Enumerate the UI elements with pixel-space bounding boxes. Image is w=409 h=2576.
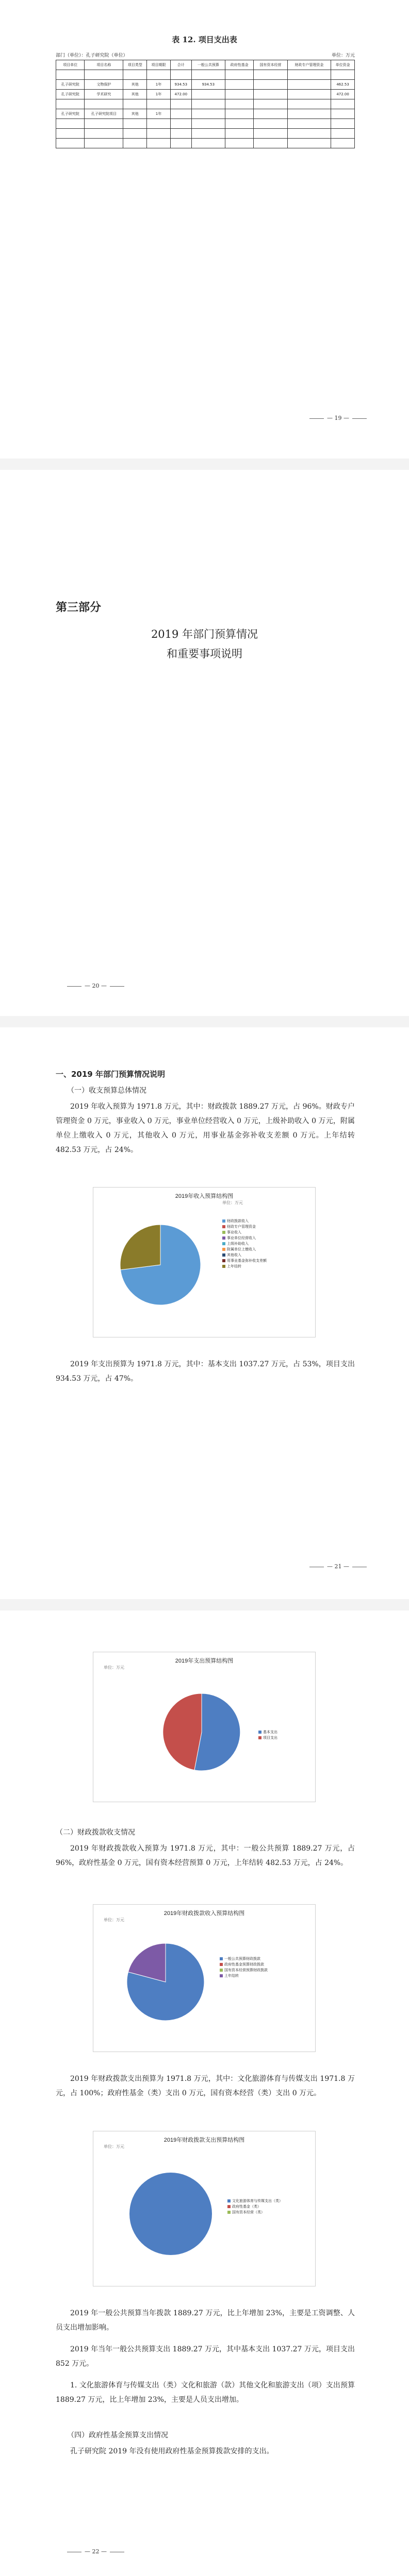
table-cell — [254, 90, 287, 99]
table-cell — [56, 99, 85, 109]
paragraph: 2019 年收入预算为 1971.8 万元，其中：财政拨款 1889.27 万元，占 96%。财政专户管理资金 0 万元，事业收入 0 万元，事业单位经营收入 0 万元，上级补助收入 0 万元，附属单位上缴收入 0 万元，其他收入 0 万元，用事业基金弥补收支差额 0 万元。上年结转 482.53 万元，占 24%。 — [56, 1103, 355, 1154]
table-cell — [123, 129, 147, 139]
legend-item — [258, 1735, 277, 1741]
legend-swatch — [222, 1231, 225, 1234]
legend-label: 财政拨款收入 — [227, 1219, 249, 1223]
table-cell: 其他 — [123, 80, 147, 90]
table-cell: 孔子研究院 — [56, 90, 85, 99]
table-cell — [225, 80, 253, 90]
table-cell — [287, 80, 331, 90]
project-expense-table — [56, 60, 355, 148]
page-table — [0, 0, 409, 459]
paragraph: 2019 年财政拨款支出预算为 1971.8 万元，其中：文化旅游体育与传媒支出 1971.8 万元，占 100%；政府性基金（类）支出 0 万元，国有资本经营（类）支出 0 万元。 — [56, 2075, 355, 2097]
table-cell — [170, 70, 191, 80]
table-row — [56, 109, 355, 119]
legend-label: 财政专户管理资金 — [227, 1225, 256, 1229]
table-cell: 孔子研究院 — [56, 109, 85, 119]
fiscal-expense-pie-chart — [93, 2131, 316, 2286]
legend-item — [227, 2198, 283, 2204]
table-cell — [56, 129, 85, 139]
chart-unit: 单位：万元 — [222, 1200, 243, 1205]
table-cell: 1年 — [147, 109, 171, 119]
table-header-cell: 一般公共预算 — [191, 60, 225, 70]
legend-item — [222, 1241, 267, 1247]
table-cell: 其他 — [123, 109, 147, 119]
table-unit-left: 部门（单位）：孔子研究院（单位） — [56, 53, 128, 58]
legend-swatch — [222, 1259, 225, 1262]
table-header-cell: 项目期限 — [147, 60, 171, 70]
table-cell — [191, 99, 225, 109]
table-cell — [331, 119, 355, 129]
legend-label: 政府性基金（类） — [232, 2205, 261, 2209]
chart-unit: 单位：万元 — [104, 1918, 124, 1922]
legend-label: 事业单位经营收入 — [227, 1236, 256, 1240]
paragraph: 2019 年一般公共预算当年拨款 1889.27 万元，比上年增加 23%，主要是工资调整、人员支出增加影响。 — [56, 2309, 355, 2332]
legend-swatch — [220, 1974, 223, 1977]
legend-swatch — [220, 1957, 223, 1960]
table-cell — [254, 119, 287, 129]
table-cell — [170, 119, 191, 129]
paragraph: 2019 年财政拨款收入预算为 1971.8 万元，其中：一般公共预算 1889.27 万元，占 96%，政府性基金 0 万元，国有资本经营预算 0 万元，上年结转 482.53 万元，占 24%。 — [56, 1844, 355, 1867]
table-cell — [191, 129, 225, 139]
table-header-cell: 国有资本经营 — [254, 60, 287, 70]
table-cell — [170, 109, 191, 119]
table-cell — [191, 109, 225, 119]
table-cell — [191, 70, 225, 80]
part-label: 第三部分 — [56, 601, 102, 614]
legend-item — [258, 1730, 277, 1735]
table-cell — [123, 139, 147, 148]
table-cell — [56, 119, 85, 129]
table-cell — [254, 109, 287, 119]
table-cell — [56, 70, 85, 80]
table-header-cell: 单位资金 — [331, 60, 355, 70]
table-cell — [123, 70, 147, 80]
table-cell: 934.53 — [191, 80, 225, 90]
page-gap — [0, 1016, 409, 1027]
table-cell — [225, 70, 253, 80]
legend-label: 项目支出 — [263, 1736, 277, 1740]
table-cell: 472.00 — [170, 90, 191, 99]
legend-label: 上年结转 — [227, 1265, 241, 1268]
legend-item — [222, 1252, 267, 1258]
chart-title: 2019年支出预算结构图 — [175, 1658, 234, 1664]
chart-legend — [222, 1218, 267, 1269]
legend-item — [222, 1264, 267, 1269]
page-number: — 21 — — [309, 1563, 367, 1570]
legend-item — [222, 1218, 267, 1224]
fiscal-income-pie-chart — [93, 1904, 316, 2052]
table-cell — [85, 139, 123, 148]
expense-pie-chart — [93, 1652, 316, 1802]
table-header-cell: 项目类型 — [123, 60, 147, 70]
table-cell — [254, 70, 287, 80]
table-cell — [254, 99, 287, 109]
table-cell — [85, 99, 123, 109]
table-cell: 472.00 — [331, 90, 355, 99]
table-title: 表 12. 项目支出表 — [172, 35, 237, 44]
paragraph: 1. 文化旅游体育与传媒支出（类）文化和旅游（款）其他文化和旅游支出（项）支出预算 1889.27 万元，比上年增加 23%，主要是人员支出增加。 — [56, 2381, 355, 2404]
table-cell — [225, 139, 253, 148]
legend-swatch — [258, 1736, 261, 1739]
table-cell: 学术研究 — [85, 90, 123, 99]
legend-label: 上年结转 — [224, 1974, 239, 1978]
page-budget-overview — [0, 1027, 409, 1599]
pie-svg — [93, 1905, 315, 2052]
legend-swatch — [227, 2205, 231, 2208]
table-cell — [147, 139, 171, 148]
legend-label: 国有资本经营（类） — [232, 2211, 265, 2214]
table-header-cell: 政府性基金 — [225, 60, 253, 70]
table-cell — [254, 129, 287, 139]
table-cell — [147, 99, 171, 109]
legend-swatch — [222, 1265, 225, 1268]
table-cell — [287, 90, 331, 99]
table-meta — [56, 52, 355, 58]
legend-swatch — [220, 1963, 223, 1966]
table-cell — [147, 119, 171, 129]
table-header-cell: 项目单位 — [56, 60, 85, 70]
legend-label: 文化旅游体育与传媒支出（类） — [232, 2199, 283, 2203]
page-number: — 19 — — [309, 415, 367, 421]
table-cell — [85, 119, 123, 129]
table-cell: 孔子研究院项目 — [85, 109, 123, 119]
table-cell — [170, 139, 191, 148]
subsection-heading: （四）政府性基金预算支出情况 — [67, 2431, 168, 2439]
table-cell: 934.53 — [170, 80, 191, 90]
chart-legend — [258, 1730, 277, 1741]
legend-label: 基本支出 — [263, 1731, 277, 1734]
legend-label: 上级补助收入 — [227, 1242, 249, 1246]
table-cell — [287, 139, 331, 148]
chart-unit: 单位：万元 — [104, 2144, 124, 2149]
table-cell — [225, 109, 253, 119]
legend-swatch — [220, 1969, 223, 1972]
legend-swatch — [227, 2199, 231, 2202]
table-cell — [191, 90, 225, 99]
page-gap — [0, 459, 409, 470]
legend-item — [222, 1224, 267, 1230]
table-unit-right: 单位：万元 — [331, 53, 355, 58]
table-cell — [331, 70, 355, 80]
subsection-heading: （一）收支预算总体情况 — [67, 1087, 146, 1095]
pie-svg — [93, 1652, 315, 1802]
table-header-cell: 财政专户管理资金 — [287, 60, 331, 70]
table-cell — [85, 129, 123, 139]
table-cell — [225, 129, 253, 139]
table-cell — [123, 99, 147, 109]
pie-svg — [93, 1188, 315, 1337]
legend-item — [220, 1968, 268, 1973]
legend-swatch — [222, 1253, 225, 1257]
table-cell — [287, 129, 331, 139]
table-cell — [225, 90, 253, 99]
table-cell — [254, 139, 287, 148]
legend-label: 其他收入 — [227, 1253, 241, 1257]
paragraph: 2019 年支出预算为 1971.8 万元，其中：基本支出 1037.27 万元，占 53%，项目支出 934.53 万元，占 47%。 — [56, 1360, 355, 1383]
table-cell — [85, 70, 123, 80]
table-row — [56, 90, 355, 99]
chart-legend — [220, 1956, 268, 1979]
table-row — [56, 99, 355, 109]
section-heading: 一、2019 年部门预算情况说明 — [56, 1070, 165, 1079]
legend-item — [222, 1247, 267, 1252]
table-cell — [147, 70, 171, 80]
table-cell — [331, 109, 355, 119]
table-row — [56, 129, 355, 139]
legend-label: 国有资本经营预算财政拨款 — [224, 1969, 268, 1972]
table-cell: 其他 — [123, 90, 147, 99]
table-cell — [331, 129, 355, 139]
page-fiscal — [0, 1611, 409, 2576]
legend-swatch — [222, 1225, 225, 1228]
page-gap — [0, 1599, 409, 1611]
table-header-cell: 合计 — [170, 60, 191, 70]
table-cell — [287, 70, 331, 80]
paragraph: 2019 年当年一般公共预算支出 1889.27 万元，其中基本支出 1037.27 万元，项目支出 852 万元。 — [56, 2345, 355, 2368]
table-cell — [147, 129, 171, 139]
legend-swatch — [258, 1731, 261, 1734]
pie-slice-project — [163, 1693, 202, 1770]
legend-item — [220, 1973, 268, 1979]
legend-item — [220, 1956, 268, 1962]
legend-swatch — [222, 1219, 225, 1223]
table-cell: 孔子研究院 — [56, 80, 85, 90]
table-cell: 1年 — [147, 80, 171, 90]
table-cell — [191, 119, 225, 129]
table-cell: 462.53 — [331, 80, 355, 90]
legend-label: 用事业基金弥补收支差额 — [227, 1259, 267, 1263]
table-cell — [170, 129, 191, 139]
table-cell — [225, 119, 253, 129]
legend-label: 事业收入 — [227, 1231, 241, 1234]
legend-label: 政府性基金预算财政拨款 — [224, 1963, 264, 1967]
page-number: — 22 — — [67, 2548, 124, 2555]
table-cell — [225, 99, 253, 109]
table-cell — [287, 99, 331, 109]
table-header-cell: 项目名称 — [85, 60, 123, 70]
chart-unit: 单位：万元 — [104, 1665, 124, 1670]
table-row — [56, 119, 355, 129]
legend-item — [227, 2210, 283, 2215]
table-cell — [170, 99, 191, 109]
legend-label: 附属单位上缴收入 — [227, 1248, 256, 1251]
pie-slice-culture — [129, 2173, 212, 2255]
legend-item — [222, 1258, 267, 1264]
pie-slice-carryover — [120, 1225, 160, 1270]
subsection-heading: （二）财政拨款收支情况 — [56, 1828, 135, 1837]
legend-item — [220, 1962, 268, 1968]
table-row — [56, 70, 355, 80]
table-cell — [287, 109, 331, 119]
part-title-line2: 和重要事项说明 — [167, 648, 242, 660]
legend-swatch — [227, 2211, 231, 2214]
page-part-header — [0, 470, 409, 1016]
table-row — [56, 139, 355, 148]
table-cell: 文物保护 — [85, 80, 123, 90]
table-cell — [331, 139, 355, 148]
legend-label: 一般公共预算财政拨款 — [224, 1957, 260, 1961]
legend-item — [222, 1230, 267, 1235]
legend-swatch — [222, 1236, 225, 1240]
chart-title: 2019年收入预算结构图 — [175, 1193, 234, 1199]
chart-legend — [227, 2198, 283, 2215]
table-cell — [287, 119, 331, 129]
chart-title: 2019年财政拨款支出预算结构图 — [163, 2137, 245, 2143]
table-cell — [123, 119, 147, 129]
chart-title: 2019年财政拨款收入预算结构图 — [163, 1910, 245, 1917]
page-number: — 20 — — [67, 982, 124, 989]
table-cell: 1年 — [147, 90, 171, 99]
income-pie-chart — [93, 1187, 316, 1337]
legend-item — [227, 2204, 283, 2210]
legend-swatch — [222, 1242, 225, 1245]
table-row — [56, 80, 355, 90]
paragraph: 孔子研究院 2019 年没有使用政府性基金预算拨款安排的支出。 — [70, 2447, 274, 2455]
table-cell — [254, 80, 287, 90]
legend-item — [222, 1235, 267, 1241]
table-cell — [191, 139, 225, 148]
table-cell — [56, 139, 85, 148]
table-cell — [331, 99, 355, 109]
part-title-line1: 2019 年部门预算情况 — [151, 628, 258, 640]
legend-swatch — [222, 1248, 225, 1251]
